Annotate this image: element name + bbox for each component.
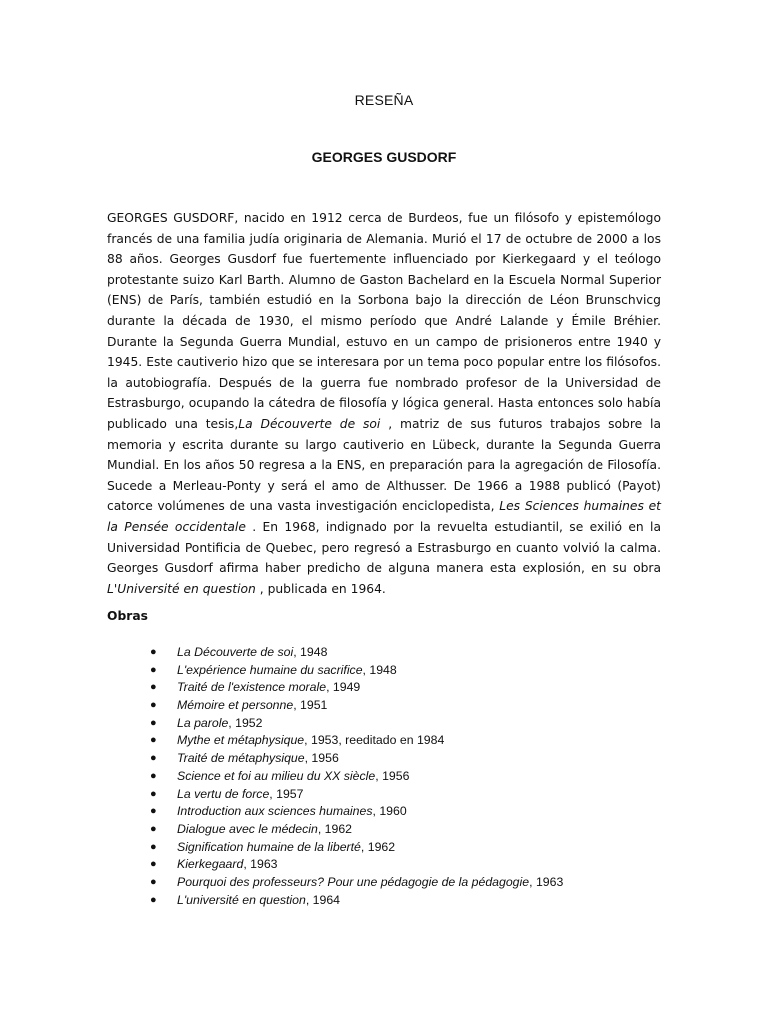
works-list-item: [0, 662, 563, 680]
works-list-item: [0, 679, 563, 697]
bullet-icon: ●: [150, 752, 157, 765]
bio-work-title: Les Sciences humaines et la Pensée occidentale: [107, 499, 662, 534]
works-list-item: [0, 768, 563, 786]
bullet-icon: ●: [150, 840, 157, 853]
work-title: Introduction aux sciences humaines: [177, 804, 373, 819]
bullet-icon: ●: [150, 699, 157, 712]
works-list-item: [0, 821, 563, 839]
bullet-icon: ●: [150, 875, 157, 888]
works-list-item: [0, 715, 563, 733]
works-heading: Obras: [107, 609, 148, 623]
works-list-item: [0, 732, 563, 750]
bullet-icon: ●: [150, 893, 157, 906]
work-title: Dialogue avec le médecin: [177, 821, 318, 836]
bio-text: , publicada en 1964.: [255, 581, 386, 596]
bullet-icon: ●: [150, 858, 157, 871]
work-year: , 1960: [372, 804, 407, 819]
work-year: , 1962: [317, 821, 353, 836]
work-title: Signification humaine de la liberté: [177, 839, 361, 854]
work-title: La Découverte de soi: [177, 645, 294, 659]
work-year: , 1963: [529, 874, 564, 889]
bio-text: GEORGES GUSDORF, nacido en 1912 cerca de Burdeos, fue un filósofo y epistemólogo francés de una familia judía originaria de Alemania. Murió el 17 de octubre de 2000 a los 88 años. Georges Gusdorf fue fuertemente influenciado por Kierkegaard y el teólogo protestante suizo Karl Barth. Alumno de Gaston Bachelard en la Escuela Normal Superior (ENS) de París, también estudió en la Sorbona bajo la dirección de Léon Brunschvicg durante la década de 1930, el mismo período que André Lalande y Émile Bréhier. Durante la Segunda Guerra Mundial, estuvo en un campo de prisioneros entre 1940 y 1945. Este cautiverio hizo que se interesara por un tema poco popular entre los filósofos. la autobiografía. Después de la guerra fue nombrado profesor de la Universidad de Estrasburgo, ocupando la cátedra de filosofía y lógica general. Hasta entonces solo había publicado una tesis,: [107, 211, 661, 431]
works-list-item: [0, 856, 563, 874]
bullet-icon: ●: [150, 822, 157, 835]
works-list-item: [0, 892, 563, 910]
work-year: , 1963: [243, 857, 278, 872]
work-title: Mythe et métaphysique: [177, 733, 305, 748]
work-year: , 1964: [305, 892, 341, 907]
bullet-icon: ●: [150, 663, 157, 676]
bullet-icon: ●: [150, 646, 157, 658]
work-title: Traité de l'existence morale: [177, 680, 327, 695]
work-title: Kierkegaard: [177, 857, 244, 872]
work-year: , 1962: [360, 839, 396, 854]
bullet-icon: ●: [150, 734, 157, 747]
work-year: , 1957: [269, 786, 304, 801]
work-title: Science et foi au milieu du XX siècle: [177, 768, 376, 783]
work-title: Pourquoi des professeurs? Pour une pédagogie de la pédagogie: [177, 874, 530, 889]
work-year: , 1952: [228, 715, 263, 730]
work-year: , 1951: [293, 698, 328, 713]
bullet-icon: ●: [150, 787, 157, 800]
bio-text: , matriz de sus futuros trabajos sobre la memoria y escrita durante su largo cautiverio en Lübeck, durante la Segunda Guerra Mundial. En los años 50 regresa a la ENS, en preparación para la agregación de Filosofía. Sucede a Merleau-Ponty y será el amo de Althusser. De 1966 a 1988 publicó (Payot) catorce volúmenes de una vasta investigación enciclopedista,: [107, 416, 661, 514]
works-list-item: [0, 644, 563, 662]
bullet-icon: ●: [150, 805, 157, 818]
work-year: , 1956: [375, 768, 410, 783]
work-title: Traité de métaphysique: [177, 751, 305, 766]
works-list-item: [0, 697, 563, 715]
work-title: La parole: [177, 715, 229, 730]
bullet-icon: ●: [150, 716, 157, 729]
work-title: L'université en question: [177, 892, 306, 907]
work-year: , 1953, reeditado en 1984: [304, 733, 445, 748]
bullet-icon: ●: [150, 681, 157, 694]
work-year: , 1948: [293, 645, 328, 659]
work-title: L'expérience humaine du sacrifice: [177, 662, 363, 677]
work-year: , 1956: [304, 751, 339, 766]
works-list-item: [0, 750, 563, 768]
works-list-item: [0, 874, 563, 892]
bio-text: . En 1968, indignado por la revuelta estudiantil, se exilió en la Universidad Pontificia de Quebec, pero regresó a Estrasburgo en cuanto volvió la calma. Georges Gusdorf afirma haber predicho de alguna manera esta explosión, en su obra: [107, 519, 661, 576]
works-list-item: [0, 839, 563, 857]
bio-work-title: L'Université en question: [107, 581, 256, 596]
work-title: Mémoire et personne: [177, 698, 294, 713]
document-title: RESEÑA: [354, 92, 414, 108]
work-year: , 1948: [362, 662, 397, 677]
bullet-icon: ●: [150, 769, 157, 782]
work-year: , 1949: [326, 680, 361, 695]
document-subtitle: GEORGES GUSDORF: [311, 149, 457, 165]
bio-work-title: La Découverte de soi: [238, 416, 381, 431]
biography-paragraph: [107, 208, 661, 599]
works-list: [0, 644, 563, 909]
work-title: La vertu de force: [177, 786, 270, 801]
works-list-item: [0, 803, 563, 821]
works-list-item: [0, 786, 563, 804]
